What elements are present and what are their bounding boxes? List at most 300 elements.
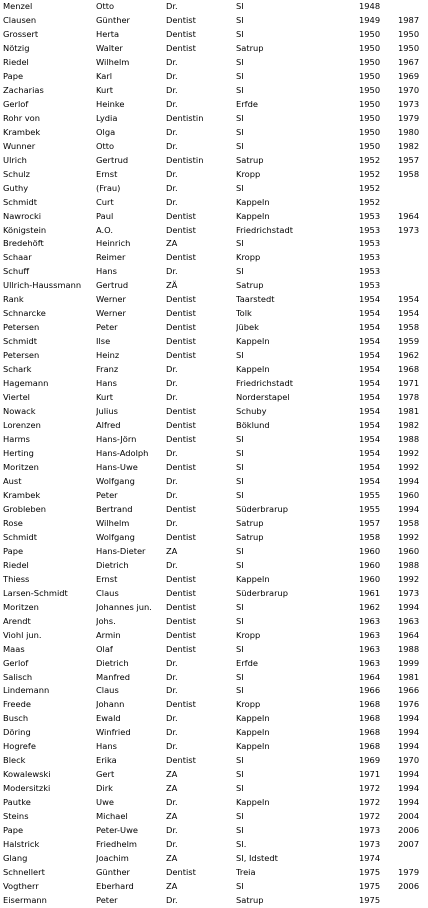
- title-cell: ZÄ: [166, 280, 178, 291]
- start-year-cell: 1954: [359, 392, 381, 403]
- end-year-cell: 1960: [398, 545, 420, 556]
- surname-cell: Schulz: [3, 168, 31, 179]
- given-name-cell: Paul: [96, 210, 114, 221]
- surname-cell: Petersen: [3, 322, 40, 333]
- end-year-cell: 1958: [398, 517, 420, 528]
- title-cell: Dentist: [166, 755, 196, 766]
- table-row: [0, 643, 428, 657]
- place-cell: SI: [236, 140, 244, 151]
- title-cell: Dr.: [166, 713, 178, 724]
- given-name-cell: Bertrand: [96, 503, 133, 514]
- start-year-cell: 1963: [359, 629, 381, 640]
- given-name-cell: Kurt: [96, 392, 113, 403]
- place-cell: Böklund: [236, 420, 270, 431]
- given-name-cell: Karl: [96, 70, 113, 81]
- end-year-cell: 1958: [398, 322, 420, 333]
- place-cell: Jübek: [236, 322, 259, 333]
- end-year-cell: 2004: [398, 811, 420, 822]
- start-year-cell: 1971: [359, 769, 381, 780]
- start-year-cell: 1957: [359, 517, 381, 528]
- title-cell: Dentist: [166, 629, 196, 640]
- table-row: [0, 726, 428, 740]
- surname-cell: Steins: [3, 811, 29, 822]
- start-year-cell: 1964: [359, 671, 381, 682]
- end-year-cell: 1970: [398, 755, 420, 766]
- place-cell: SI: [236, 1, 244, 11]
- end-year-cell: 1994: [398, 503, 420, 514]
- start-year-cell: 1954: [359, 378, 381, 389]
- table-row: [0, 754, 428, 768]
- surname-cell: Nötzig: [3, 42, 30, 53]
- start-year-cell: 1954: [359, 336, 381, 347]
- title-cell: ZA: [166, 853, 178, 864]
- start-year-cell: 1973: [359, 839, 381, 850]
- start-year-cell: 1950: [359, 70, 381, 81]
- given-name-cell: Olga: [96, 126, 116, 137]
- surname-cell: Wunner: [3, 140, 36, 151]
- table-row: [0, 126, 428, 140]
- table-row: [0, 321, 428, 335]
- table-row: [0, 712, 428, 726]
- surname-cell: Harms: [3, 434, 30, 445]
- title-cell: Dentist: [166, 224, 196, 235]
- title-cell: Dentist: [166, 336, 196, 347]
- title-cell: Dr.: [166, 56, 178, 67]
- title-cell: Dr.: [166, 392, 178, 403]
- end-year-cell: 1982: [398, 420, 420, 431]
- title-cell: Dr.: [166, 559, 178, 570]
- end-year-cell: 2006: [398, 825, 420, 836]
- start-year-cell: 1968: [359, 713, 381, 724]
- end-year-cell: 1979: [398, 867, 420, 878]
- title-cell: Dentist: [166, 699, 196, 710]
- given-name-cell: Ewald: [96, 713, 121, 724]
- surname-cell: Viohl jun.: [3, 629, 42, 640]
- table-row: [0, 28, 428, 42]
- surname-cell: Hogrefe: [3, 741, 36, 752]
- given-name-cell: Heinrich: [96, 238, 131, 249]
- start-year-cell: 1955: [359, 489, 381, 500]
- start-year-cell: 1975: [359, 895, 381, 905]
- table-row: [0, 251, 428, 265]
- place-cell: Satrup: [236, 154, 264, 165]
- surname-cell: Moritzen: [3, 461, 39, 472]
- start-year-cell: 1954: [359, 475, 381, 486]
- end-year-cell: 1978: [398, 392, 420, 403]
- title-cell: Dentist: [166, 434, 196, 445]
- given-name-cell: Hans-Jörn: [96, 434, 137, 445]
- place-cell: SI: [236, 126, 244, 137]
- given-name-cell: Walter: [96, 42, 123, 53]
- table-row: [0, 489, 428, 503]
- start-year-cell: 1963: [359, 657, 381, 668]
- title-cell: Dr.: [166, 98, 178, 109]
- place-cell: Kappeln: [236, 713, 270, 724]
- surname-cell: Bredehöft: [3, 238, 44, 249]
- end-year-cell: 1999: [398, 657, 420, 668]
- end-year-cell: 1960: [398, 489, 420, 500]
- table-row: [0, 168, 428, 182]
- end-year-cell: 1994: [398, 475, 420, 486]
- table-row: [0, 559, 428, 573]
- surname-cell: Nawrocki: [3, 210, 42, 221]
- place-cell: Kropp: [236, 168, 261, 179]
- place-cell: SI: [236, 671, 244, 682]
- start-year-cell: 1953: [359, 210, 381, 221]
- table-row: [0, 293, 428, 307]
- end-year-cell: 1950: [398, 42, 420, 53]
- table-row: [0, 391, 428, 405]
- table-row: [0, 573, 428, 587]
- start-year-cell: 1960: [359, 545, 381, 556]
- title-cell: Dentist: [166, 867, 196, 878]
- end-year-cell: 1987: [398, 14, 420, 25]
- end-year-cell: 2007: [398, 839, 420, 850]
- table-row: [0, 824, 428, 838]
- given-name-cell: Joachim: [96, 853, 129, 864]
- given-name-cell: Wilhelm: [96, 517, 130, 528]
- start-year-cell: 1968: [359, 741, 381, 752]
- start-year-cell: 1954: [359, 406, 381, 417]
- end-year-cell: 1967: [398, 56, 420, 67]
- place-cell: Erfde: [236, 98, 258, 109]
- end-year-cell: 1964: [398, 210, 420, 221]
- place-cell: Kropp: [236, 699, 261, 710]
- start-year-cell: 1973: [359, 825, 381, 836]
- place-cell: Satrup: [236, 895, 264, 905]
- table-row: [0, 852, 428, 866]
- title-cell: Dentist: [166, 322, 196, 333]
- table-row: [0, 265, 428, 279]
- title-cell: Dentist: [166, 573, 196, 584]
- given-name-cell: Peter: [96, 895, 118, 905]
- title-cell: Dr.: [166, 84, 178, 95]
- given-name-cell: Hans: [96, 741, 117, 752]
- table-row: [0, 279, 428, 293]
- given-name-cell: A.O.: [96, 224, 113, 235]
- surname-cell: Pape: [3, 70, 24, 81]
- given-name-cell: Gert: [96, 769, 115, 780]
- place-cell: Friedrichstadt: [236, 224, 293, 235]
- given-name-cell: Claus: [96, 685, 119, 696]
- table-row: [0, 196, 428, 210]
- given-name-cell: Eberhard: [96, 881, 134, 892]
- table-row: [0, 14, 428, 28]
- title-cell: Dr.: [166, 895, 178, 905]
- table-row: [0, 182, 428, 196]
- table-row: [0, 363, 428, 377]
- place-cell: SI: [236, 489, 244, 500]
- title-cell: Dentist: [166, 14, 196, 25]
- table-row: [0, 629, 428, 643]
- start-year-cell: 1953: [359, 266, 381, 277]
- surname-cell: Freede: [3, 699, 31, 710]
- place-cell: SI: [236, 28, 244, 39]
- start-year-cell: 1950: [359, 28, 381, 39]
- place-cell: SI: [236, 755, 244, 766]
- end-year-cell: 1981: [398, 671, 420, 682]
- end-year-cell: 1954: [398, 308, 420, 319]
- title-cell: Dentist: [166, 503, 196, 514]
- surname-cell: Petersen: [3, 350, 40, 361]
- title-cell: Dentist: [166, 294, 196, 305]
- place-cell: Kappeln: [236, 210, 270, 221]
- given-name-cell: Ilse: [96, 336, 111, 347]
- given-name-cell: Wilhelm: [96, 56, 130, 67]
- title-cell: Dr.: [166, 797, 178, 808]
- given-name-cell: Günther: [96, 14, 130, 25]
- end-year-cell: 1973: [398, 224, 420, 235]
- surname-cell: Pape: [3, 825, 24, 836]
- given-name-cell: Peter: [96, 489, 118, 500]
- surname-cell: Rohr von: [3, 112, 41, 123]
- surname-cell: Königstein: [3, 224, 47, 235]
- given-name-cell: Ernst: [96, 168, 118, 179]
- start-year-cell: 1968: [359, 699, 381, 710]
- surname-cell: Riedel: [3, 559, 29, 570]
- title-cell: Dentist: [166, 350, 196, 361]
- place-cell: SI: [236, 238, 244, 249]
- surname-cell: Maas: [3, 643, 25, 654]
- surname-cell: Busch: [3, 713, 29, 724]
- given-name-cell: Gertrud: [96, 280, 129, 291]
- end-year-cell: 1973: [398, 98, 420, 109]
- title-cell: ZA: [166, 769, 178, 780]
- surname-cell: Vogtherr: [3, 881, 39, 892]
- end-year-cell: 1973: [398, 587, 420, 598]
- start-year-cell: 1960: [359, 559, 381, 570]
- table-row: [0, 615, 428, 629]
- given-name-cell: Peter: [96, 322, 118, 333]
- title-cell: Dentist: [166, 42, 196, 53]
- given-name-cell: Johannes jun.: [96, 601, 152, 612]
- given-name-cell: Reimer: [96, 252, 126, 263]
- given-name-cell: Lydia: [96, 112, 118, 123]
- end-year-cell: 1994: [398, 797, 420, 808]
- given-name-cell: (Frau): [96, 182, 121, 193]
- title-cell: Dentistin: [166, 154, 204, 165]
- end-year-cell: 1988: [398, 434, 420, 445]
- surname-cell: Döring: [3, 727, 31, 738]
- end-year-cell: 1980: [398, 126, 420, 137]
- end-year-cell: 1988: [398, 559, 420, 570]
- surname-cell: Salisch: [3, 671, 33, 682]
- surname-cell: Bleck: [3, 755, 26, 766]
- start-year-cell: 1950: [359, 112, 381, 123]
- table-row: [0, 0, 428, 14]
- start-year-cell: 1972: [359, 797, 381, 808]
- place-cell: SI: [236, 475, 244, 486]
- start-year-cell: 1950: [359, 140, 381, 151]
- end-year-cell: 1994: [398, 769, 420, 780]
- surname-cell: Schuff: [3, 266, 30, 277]
- surname-cell: Thiess: [3, 573, 30, 584]
- start-year-cell: 1969: [359, 755, 381, 766]
- end-year-cell: 1963: [398, 615, 420, 626]
- place-cell: Kropp: [236, 629, 261, 640]
- table-row: [0, 517, 428, 531]
- table-row: [0, 154, 428, 168]
- surname-cell: Lindemann: [3, 685, 50, 696]
- place-cell: SI: [236, 769, 244, 780]
- given-name-cell: Dietrich: [96, 657, 129, 668]
- surname-cell: Pape: [3, 545, 24, 556]
- title-cell: Dr.: [166, 825, 178, 836]
- title-cell: Dr.: [166, 364, 178, 375]
- place-cell: Tolk: [236, 308, 252, 319]
- table-row: [0, 447, 428, 461]
- place-cell: Kappeln: [236, 727, 270, 738]
- surname-cell: Ulrich: [3, 154, 27, 165]
- table-row: [0, 84, 428, 98]
- surname-cell: Zacharias: [3, 84, 44, 95]
- start-year-cell: 1960: [359, 573, 381, 584]
- place-cell: SI: [236, 112, 244, 123]
- title-cell: Dentist: [166, 643, 196, 654]
- table-row: [0, 866, 428, 880]
- place-cell: SI.: [236, 839, 247, 850]
- surname-cell: Rank: [3, 294, 24, 305]
- surname-cell: Hagemann: [3, 378, 49, 389]
- place-cell: Satrup: [236, 517, 264, 528]
- given-name-cell: Wolfgang: [96, 531, 135, 542]
- start-year-cell: 1952: [359, 182, 381, 193]
- given-name-cell: Alfred: [96, 420, 121, 431]
- place-cell: SI: [236, 182, 244, 193]
- place-cell: Kropp: [236, 252, 261, 263]
- place-cell: SI: [236, 266, 244, 277]
- surname-cell: Grossert: [3, 28, 39, 39]
- start-year-cell: 1954: [359, 322, 381, 333]
- end-year-cell: 1994: [398, 601, 420, 612]
- table-row: [0, 782, 428, 796]
- surname-cell: Krambek: [3, 489, 41, 500]
- table-row: [0, 796, 428, 810]
- surname-cell: Ullrich-Haussmann: [3, 280, 82, 291]
- start-year-cell: 1958: [359, 531, 381, 542]
- start-year-cell: 1954: [359, 448, 381, 458]
- given-name-cell: Ernst: [96, 573, 118, 584]
- end-year-cell: 1982: [398, 140, 420, 151]
- table-row: [0, 210, 428, 224]
- given-name-cell: Heinke: [96, 98, 125, 109]
- table-row: [0, 810, 428, 824]
- start-year-cell: 1950: [359, 98, 381, 109]
- place-cell: Treia: [236, 867, 256, 878]
- surname-cell: Schnarcke: [3, 308, 46, 319]
- end-year-cell: 1979: [398, 112, 420, 123]
- place-cell: Friedrichstadt: [236, 378, 293, 389]
- place-cell: SI: [236, 448, 244, 458]
- surname-cell: Aust: [3, 475, 22, 486]
- table-row: [0, 42, 428, 56]
- table-row: [0, 601, 428, 615]
- given-name-cell: Günther: [96, 867, 130, 878]
- surname-cell: Rose: [3, 517, 23, 528]
- place-cell: SI: [236, 881, 244, 892]
- surname-cell: Lorenzen: [3, 420, 41, 431]
- given-name-cell: Otto: [96, 1, 115, 11]
- start-year-cell: 1963: [359, 615, 381, 626]
- start-year-cell: 1953: [359, 224, 381, 235]
- title-cell: Dr.: [166, 489, 178, 500]
- start-year-cell: 1974: [359, 853, 381, 864]
- start-year-cell: 1950: [359, 126, 381, 137]
- title-cell: ZA: [166, 811, 178, 822]
- title-cell: Dentist: [166, 252, 196, 263]
- title-cell: Dentist: [166, 420, 196, 431]
- start-year-cell: 1954: [359, 461, 381, 472]
- table-row: [0, 587, 428, 601]
- end-year-cell: 1994: [398, 783, 420, 794]
- end-year-cell: 1971: [398, 378, 420, 389]
- given-name-cell: Hans-Dieter: [96, 545, 146, 556]
- start-year-cell: 1975: [359, 881, 381, 892]
- table-row: [0, 335, 428, 349]
- given-name-cell: Peter-Uwe: [96, 825, 139, 836]
- table-row: [0, 531, 428, 545]
- table-row: [0, 112, 428, 126]
- place-cell: Kappeln: [236, 741, 270, 752]
- title-cell: Dr.: [166, 1, 178, 11]
- place-cell: SI: [236, 825, 244, 836]
- given-name-cell: Heinz: [96, 350, 120, 361]
- end-year-cell: 1992: [398, 531, 420, 542]
- surname-cell: Glang: [3, 853, 28, 864]
- start-year-cell: 1955: [359, 503, 381, 514]
- place-cell: SI: [236, 615, 244, 626]
- start-year-cell: 1950: [359, 56, 381, 67]
- surname-cell: Schark: [3, 364, 32, 375]
- given-name-cell: Julius: [96, 406, 118, 417]
- title-cell: Dr.: [166, 839, 178, 850]
- table-row: [0, 307, 428, 321]
- title-cell: Dentist: [166, 308, 196, 319]
- start-year-cell: 1972: [359, 783, 381, 794]
- place-cell: Kappeln: [236, 797, 270, 808]
- given-name-cell: Hans-Adolph: [96, 448, 149, 458]
- end-year-cell: 2006: [398, 881, 420, 892]
- title-cell: Dr.: [166, 741, 178, 752]
- place-cell: Norderstapel: [236, 392, 290, 403]
- surname-cell: Halstrick: [3, 839, 40, 850]
- given-name-cell: Claus: [96, 587, 119, 598]
- end-year-cell: 1992: [398, 461, 420, 472]
- place-cell: Kappeln: [236, 196, 270, 207]
- start-year-cell: 1949: [359, 14, 381, 25]
- place-cell: Kappeln: [236, 573, 270, 584]
- surname-cell: Herting: [3, 448, 34, 458]
- end-year-cell: 1958: [398, 168, 420, 179]
- place-cell: Satrup: [236, 531, 264, 542]
- end-year-cell: 1964: [398, 629, 420, 640]
- start-year-cell: 1966: [359, 685, 381, 696]
- start-year-cell: 1952: [359, 168, 381, 179]
- end-year-cell: 1959: [398, 336, 420, 347]
- title-cell: Dr.: [166, 657, 178, 668]
- end-year-cell: 1968: [398, 364, 420, 375]
- table-row: [0, 545, 428, 559]
- given-name-cell: Hans-Uwe: [96, 461, 138, 472]
- place-cell: SI: [236, 461, 244, 472]
- surname-cell: Eisermann: [3, 895, 47, 905]
- start-year-cell: 1950: [359, 42, 381, 53]
- surname-cell: Schmidt: [3, 336, 37, 347]
- table-row: [0, 224, 428, 238]
- place-cell: SI: [236, 811, 244, 822]
- given-name-cell: Otto: [96, 140, 115, 151]
- title-cell: Dr.: [166, 727, 178, 738]
